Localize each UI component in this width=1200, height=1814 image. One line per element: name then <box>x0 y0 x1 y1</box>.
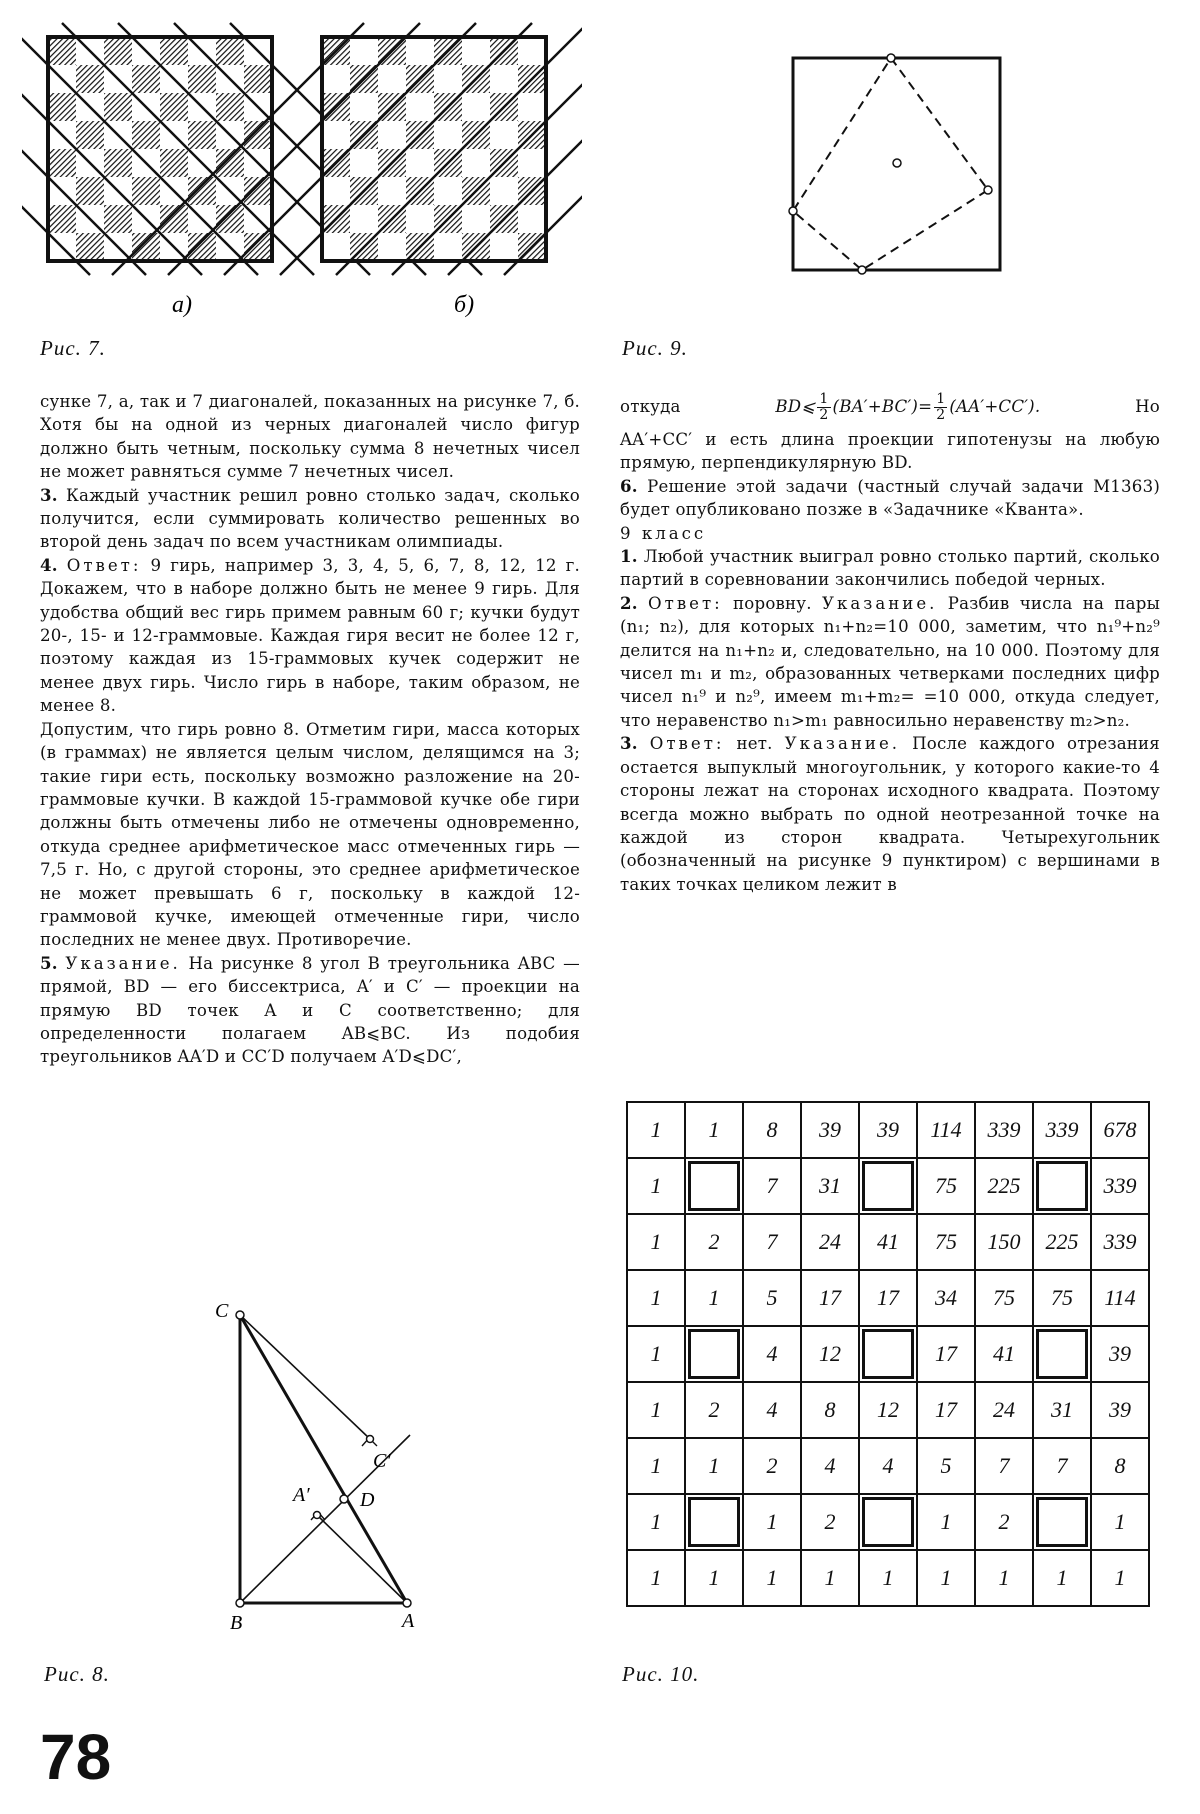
board-square <box>132 177 160 205</box>
grid-cell: 39 <box>859 1102 917 1158</box>
board-square <box>244 65 272 93</box>
board-square <box>462 93 490 121</box>
grid-cell: 1 <box>801 1550 859 1606</box>
grid-cell: 1 <box>743 1550 801 1606</box>
grid-cell: 1 <box>1091 1550 1149 1606</box>
grid-cell: 339 <box>1033 1102 1091 1158</box>
right-p4: Разбив числа на пары (n₁; n₂), для которых n₁+n₂=10 000, заметим, что n₁⁹+n₂⁹ делится на n₁+n₂ и, следовательно, на 10 000. Поэтому для чисел m₁ и m₂, образованных четверками последних цифр чисел n₁⁹ и n₂⁹, имеем m₁+m₂= =10 000, откуда следует, что неравенство n₁>m₁ равносильно неравенству m₂>n₂. <box>620 593 1161 730</box>
figure-8 <box>205 1295 435 1635</box>
grid-cell: 114 <box>1091 1270 1149 1326</box>
board-square <box>518 37 546 65</box>
board-square <box>216 93 244 121</box>
grid-cell: 4 <box>743 1326 801 1382</box>
point-B: B <box>230 1612 243 1634</box>
grid-cell: 150 <box>975 1214 1033 1270</box>
left-p4: Допустим, что гирь ровно 8. Отметим гири, масса которых (в граммах) не является целым числом, делящимся на 3; такие гири есть, поскольку возможно разложение на 20-граммовые кучки. В каждой 15-граммовой кучке обе гири должны быть отмечены либо не отмечены одновременно, откуда среднее арифметическое масс отмеченных гирь — 7,5 г. Но, с другой стороны, это среднее арифметическое не может превышать 6 г, поскольку в каждой 12-граммовой кучке, имеющей отмеченные гири, число последних не менее двух. Противоречие. <box>40 719 580 950</box>
left-p5: На рисунке 8 угол B треугольника ABC — прямой, BD — его биссектриса, A′ и C′ — проекции на прямую BD точек A и C соответственно; для определенности полагаем AB⩽BC. Из подобия треугольников AA′D и CC′D получаем A′D⩽DC′, <box>40 953 580 1067</box>
board-square <box>104 205 132 233</box>
grid-cell-removed <box>685 1158 743 1214</box>
grid-cell: 339 <box>975 1102 1033 1158</box>
formula-prefix: откуда <box>620 397 681 417</box>
formula-frac1-den: 2 <box>819 406 829 423</box>
board-square <box>76 233 104 261</box>
formula-mid: (BA′+BC′)= <box>832 397 933 417</box>
grid-cell: 1 <box>917 1550 975 1606</box>
grid-cell: 1 <box>859 1550 917 1606</box>
board-square <box>76 177 104 205</box>
grid-cell: 39 <box>1091 1382 1149 1438</box>
board-square <box>350 149 378 177</box>
grid-cell: 1 <box>627 1270 685 1326</box>
right-p2: Решение этой задачи (частный случай задачи М1363) будет опубликовано позже в «Задачнике «Кванта». <box>620 476 1160 520</box>
board-square <box>462 205 490 233</box>
board-square <box>406 93 434 121</box>
board-square <box>434 177 462 205</box>
board-square <box>188 65 216 93</box>
board-square <box>350 205 378 233</box>
grid-cell: 1 <box>627 1494 685 1550</box>
right-p3: Любой участник выиграл ровно столько партий, сколько партий в соревновании закончились победой черных. <box>620 547 1160 590</box>
right-p5-hint: Указание. <box>784 734 901 754</box>
board-square <box>48 93 76 121</box>
formula-frac1-num: 1 <box>819 390 829 407</box>
board-square <box>244 177 272 205</box>
grid-cell: 339 <box>1091 1214 1149 1270</box>
grid-cell: 2 <box>685 1382 743 1438</box>
board-square <box>216 37 244 65</box>
board-square <box>518 205 546 233</box>
board-square <box>350 93 378 121</box>
grid-cell: 7 <box>743 1158 801 1214</box>
right-p4-num: 2. <box>620 592 638 613</box>
board-square <box>76 121 104 149</box>
grid-cell: 75 <box>975 1270 1033 1326</box>
grid-row <box>627 1158 1149 1214</box>
grid-cell: 1 <box>627 1438 685 1494</box>
formula-frac2-den: 2 <box>936 406 946 423</box>
board-square <box>132 65 160 93</box>
grid-cell: 1 <box>627 1158 685 1214</box>
grid-cell: 1 <box>685 1438 743 1494</box>
board-square <box>462 149 490 177</box>
board-square <box>160 149 188 177</box>
board-square <box>244 233 272 261</box>
board-square <box>378 233 406 261</box>
board-square <box>188 121 216 149</box>
grid-cell: 225 <box>975 1158 1033 1214</box>
left-p3: 9 гирь, например 3, 3, 4, 5, 6, 7, 8, 12, 12 г. Докажем, что в наборе должно быть не менее 9 гирь. Для удобства общий вес гирь примем равным 60 г; кучки будут 20-, 15- и 12-граммовые. Каждая гиря весит не более 12 г, поэтому каждая из 15-граммовых кучек содержит не менее двух гирь. Число гирь в наборе, таким образом, не менее 8. <box>40 555 580 716</box>
point-C: C <box>215 1300 229 1322</box>
grid-cell-removed <box>859 1494 917 1550</box>
grid-cell: 41 <box>859 1214 917 1270</box>
left-p2: Каждый участник решил ровно столько задач, сколько получится, если суммировать количество решенных во второй день задач по всем участникам олимпиады. <box>40 485 580 552</box>
grid-cell: 12 <box>801 1326 859 1382</box>
grid-cell: 24 <box>801 1214 859 1270</box>
grid-cell: 24 <box>975 1382 1033 1438</box>
board-square <box>378 121 406 149</box>
board-square <box>322 121 350 149</box>
grid-cell: 1 <box>1091 1494 1149 1550</box>
grid-cell: 75 <box>1033 1270 1091 1326</box>
grid-cell: 75 <box>917 1158 975 1214</box>
grid-row <box>627 1270 1149 1326</box>
grid-cell: 39 <box>801 1102 859 1158</box>
right-p5-num: 3. <box>620 733 638 754</box>
grid-cell-removed <box>859 1158 917 1214</box>
board-square <box>188 233 216 261</box>
figure-7 <box>22 22 582 322</box>
board-square <box>132 233 160 261</box>
board-square <box>406 205 434 233</box>
board-square <box>378 65 406 93</box>
grid-cell: 1 <box>627 1382 685 1438</box>
grid-cell: 17 <box>917 1326 975 1382</box>
grid-cell: 75 <box>917 1214 975 1270</box>
page-number: 78 <box>40 1721 112 1793</box>
fig9-caption: Рис. 9. <box>622 336 688 360</box>
grid-row <box>627 1382 1149 1438</box>
right-column <box>620 386 1160 896</box>
board-square <box>76 65 104 93</box>
grid-cell: 34 <box>917 1270 975 1326</box>
grid-cell: 1 <box>627 1550 685 1606</box>
grid-cell: 2 <box>801 1494 859 1550</box>
grid-cell: 8 <box>743 1102 801 1158</box>
board-square <box>406 149 434 177</box>
right-p2-num: 6. <box>620 475 638 496</box>
grade-heading: 9 класс <box>620 523 707 543</box>
fig10-caption: Рис. 10. <box>622 1662 700 1686</box>
board-square <box>518 149 546 177</box>
figure-9 <box>780 50 1010 280</box>
board-square <box>322 233 350 261</box>
board-square <box>48 205 76 233</box>
board-square <box>244 121 272 149</box>
grid-cell: 678 <box>1091 1102 1149 1158</box>
board-square <box>188 177 216 205</box>
right-p5: После каждого отрезания остается выпуклый многоугольник, у которого какие-то 4 стороны лежат на сторонах исходного квадрата. Поэтому всегда можно выбрать по одной неотрезанной точке на каждой из сторон квадрата. Четырехугольник (обозначенный на рисунке 9 пунктиром) с вершинами в таких точках целиком лежит в <box>620 734 1160 894</box>
board-square <box>216 149 244 177</box>
grid-cell: 7 <box>975 1438 1033 1494</box>
left-column <box>40 390 580 1069</box>
figure-10-grid <box>626 1101 1150 1607</box>
grid-cell: 4 <box>743 1382 801 1438</box>
point-A-prime: A′ <box>293 1484 310 1506</box>
board-square <box>490 233 518 261</box>
formula-line <box>620 386 1160 428</box>
left-p2-num: 3. <box>40 484 58 505</box>
grid-cell: 12 <box>859 1382 917 1438</box>
grid-cell: 1 <box>685 1550 743 1606</box>
grid-cell-removed <box>1033 1494 1091 1550</box>
board-square <box>490 177 518 205</box>
point-A: A <box>402 1610 415 1632</box>
left-p5-num: 5. <box>40 952 58 973</box>
grid-cell-removed <box>859 1326 917 1382</box>
right-p4-label: Ответ: <box>648 593 723 613</box>
grid-cell: 1 <box>975 1550 1033 1606</box>
grid-cell: 4 <box>801 1438 859 1494</box>
board-square <box>518 93 546 121</box>
board-square <box>434 65 462 93</box>
grid-cell: 1 <box>627 1102 685 1158</box>
board-square <box>48 37 76 65</box>
fig7-label-a: а) <box>172 292 192 318</box>
board-square <box>48 149 76 177</box>
grid-cell: 114 <box>917 1102 975 1158</box>
left-p5-label: Указание. <box>65 953 181 973</box>
grid-cell: 8 <box>1091 1438 1149 1494</box>
point-D: D <box>360 1489 375 1511</box>
grid-row <box>627 1438 1149 1494</box>
grid-cell: 41 <box>975 1326 1033 1382</box>
grid-row <box>627 1550 1149 1606</box>
right-p1: AA′+CC′ и есть длина проекции гипотенузы на любую прямую, перпендикулярную BD. <box>620 430 1160 473</box>
grid-cell-removed <box>1033 1158 1091 1214</box>
board-square <box>104 93 132 121</box>
formula-rhs: (AA′+CC′). <box>949 397 1041 417</box>
formula-frac2-num: 1 <box>936 390 946 407</box>
right-p5-label: Ответ: <box>649 734 725 754</box>
board-square <box>160 93 188 121</box>
grid-cell: 8 <box>801 1382 859 1438</box>
point-C-prime: C′ <box>373 1450 391 1472</box>
grid-cell: 17 <box>801 1270 859 1326</box>
grid-cell: 17 <box>917 1382 975 1438</box>
grid-cell: 4 <box>859 1438 917 1494</box>
right-p5-answer: нет. <box>736 734 773 754</box>
board-square <box>104 37 132 65</box>
board-square <box>132 121 160 149</box>
grid-row <box>627 1214 1149 1270</box>
grid-cell: 1 <box>627 1326 685 1382</box>
board-square <box>104 149 132 177</box>
fig8-caption: Рис. 8. <box>44 1662 110 1686</box>
grid-cell-removed <box>685 1326 743 1382</box>
grid-cell: 339 <box>1091 1158 1149 1214</box>
grid-cell: 225 <box>1033 1214 1091 1270</box>
grid-cell: 5 <box>743 1270 801 1326</box>
board-square <box>490 121 518 149</box>
grid-row <box>627 1326 1149 1382</box>
board-square <box>216 205 244 233</box>
right-p3-num: 1. <box>620 546 638 567</box>
grid-cell: 31 <box>1033 1382 1091 1438</box>
fig7-label-b: б) <box>454 292 475 318</box>
grid-cell: 31 <box>801 1158 859 1214</box>
grid-cell-removed <box>685 1494 743 1550</box>
board-square <box>490 65 518 93</box>
grid-cell: 1 <box>1033 1550 1091 1606</box>
board-square <box>462 37 490 65</box>
board-square <box>322 65 350 93</box>
left-p3-num: 4. <box>40 554 58 575</box>
grid-cell: 2 <box>743 1438 801 1494</box>
grid-cell: 1 <box>917 1494 975 1550</box>
grid-cell-removed <box>1033 1326 1091 1382</box>
fig7-caption: Рис. 7. <box>40 336 106 360</box>
grid-row <box>627 1494 1149 1550</box>
grid-cell: 5 <box>917 1438 975 1494</box>
grid-cell: 17 <box>859 1270 917 1326</box>
grid-cell: 1 <box>743 1494 801 1550</box>
right-p4-answer: поровну. <box>733 593 812 613</box>
board-square <box>160 205 188 233</box>
grid-cell: 39 <box>1091 1326 1149 1382</box>
grid-cell: 2 <box>975 1494 1033 1550</box>
left-p1: сунке 7, а, так и 7 диагоналей, показанных на рисунке 7, б. Хотя бы на одной из черных диагоналей число фигур должно быть четным, поскольку сумма 8 нечетных чисел не может равняться сумме 7 нечетных чисел. <box>40 392 580 482</box>
grid-cell: 1 <box>627 1214 685 1270</box>
board-square <box>434 233 462 261</box>
board-square <box>322 177 350 205</box>
board-square <box>406 37 434 65</box>
grid-cell: 7 <box>743 1214 801 1270</box>
formula-lhs: BD⩽ <box>775 397 816 417</box>
left-p3-label: Ответ: <box>66 555 142 575</box>
board-square <box>160 37 188 65</box>
formula-tail: Но <box>1135 397 1160 417</box>
board-square <box>378 177 406 205</box>
grid-cell: 1 <box>685 1102 743 1158</box>
grid-cell: 7 <box>1033 1438 1091 1494</box>
board-square <box>434 121 462 149</box>
grid-row <box>627 1102 1149 1158</box>
grid-cell: 2 <box>685 1214 743 1270</box>
grid-cell: 1 <box>685 1270 743 1326</box>
board-square <box>350 37 378 65</box>
right-p4-hint: Указание. <box>822 593 938 613</box>
